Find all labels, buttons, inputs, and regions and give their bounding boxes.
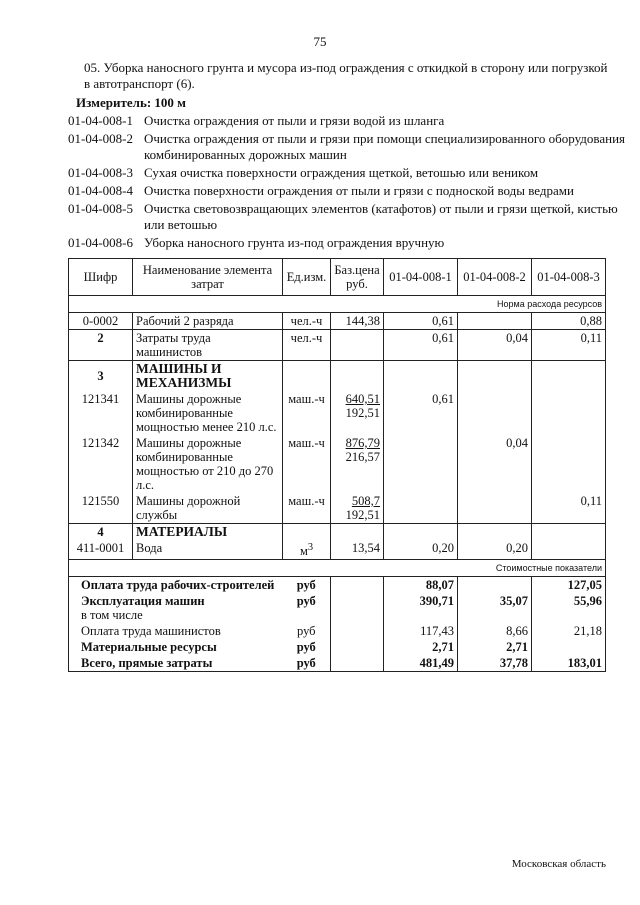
row-price: 13,54 (331, 540, 384, 560)
unit-sup: 3 (307, 542, 314, 553)
price-top: 508,7 (351, 494, 380, 508)
header-name: Наименование элемента затрат (133, 259, 283, 296)
table-row (69, 391, 606, 435)
header-code: Шифр (69, 259, 133, 296)
cost-name: Оплата труда машинистов (69, 623, 283, 639)
row-name: МАШИНЫ И МЕХАНИЗМЫ (133, 361, 283, 392)
cost-sub: в том числе (81, 608, 143, 623)
price-bottom: 216,57 (345, 450, 380, 464)
row-code: 121550 (69, 493, 133, 524)
cost-row (69, 655, 606, 672)
header-col2: 01-04-008-2 (458, 259, 532, 296)
resource-table (68, 258, 606, 672)
code-row (68, 113, 628, 129)
cost-title: Эксплуатация машин (81, 594, 205, 609)
code-description: Очистка поверхности ограждения от пыли и грязи с подноской воды ведрами (144, 183, 574, 198)
cost-name (69, 593, 283, 623)
cost-v3: 183,01 (532, 655, 606, 672)
price-top: 876,79 (345, 436, 380, 450)
cost-v1: 390,71 (384, 593, 458, 623)
cost-row (69, 577, 606, 594)
code-row (68, 183, 628, 199)
code-row (68, 165, 628, 181)
code-description: Очистка ограждения от пыли и грязи водой из шланга (144, 113, 445, 128)
row-v1: 0,61 (384, 330, 458, 361)
code: 01-04-008-1 (68, 113, 133, 128)
table-row (69, 540, 606, 560)
price-bottom: 192,51 (345, 406, 380, 420)
cost-v2: 2,71 (458, 639, 532, 655)
unit-text: м (299, 544, 308, 559)
row-code: 411-0001 (69, 540, 133, 560)
code-row (68, 235, 628, 251)
table-row (69, 361, 606, 392)
table-header-row (69, 259, 606, 296)
row-price (331, 391, 384, 435)
row-v2: 0,04 (458, 435, 532, 493)
row-unit: чел.-ч (283, 330, 331, 361)
cost-v1: 88,07 (384, 577, 458, 594)
cost-name: Оплата труда рабочих-строителей (69, 577, 283, 594)
table-row (69, 330, 606, 361)
cost-unit: руб (283, 639, 331, 655)
row-price (331, 435, 384, 493)
table-row (69, 313, 606, 330)
row-name: Рабочий 2 разряда (133, 313, 283, 330)
cost-v2 (458, 577, 532, 594)
row-code: 121341 (69, 391, 133, 435)
row-name: Машины дорожной службы (133, 493, 283, 524)
row-unit (283, 540, 331, 560)
row-code: 3 (69, 361, 133, 392)
table-row (69, 435, 606, 493)
row-unit: маш.-ч (283, 435, 331, 493)
row-unit: маш.-ч (283, 391, 331, 435)
code-description: Очистка световозвращающих элементов (катафотов) от пыли и грязи щеткой, кистью или ветошью (144, 201, 618, 232)
footer-region: Московская область (511, 858, 606, 870)
row-code: 121342 (69, 435, 133, 493)
code: 01-04-008-6 (68, 235, 133, 250)
row-v1: 0,61 (384, 391, 458, 435)
cost-name: Материальные ресурсы (69, 639, 283, 655)
code: 01-04-008-5 (68, 201, 133, 216)
row-name: Машины дорожные комбинированные мощностью менее 210 л.с. (133, 391, 283, 435)
header-col3: 01-04-008-3 (532, 259, 606, 296)
row-unit: чел.-ч (283, 313, 331, 330)
cost-unit: руб (283, 577, 331, 594)
cost-unit: руб (283, 623, 331, 639)
code-row (68, 131, 628, 163)
table-row (69, 524, 606, 541)
row-v1: 0,61 (384, 313, 458, 330)
header-col1: 01-04-008-1 (384, 259, 458, 296)
code: 01-04-008-3 (68, 165, 133, 180)
row-name: Машины дорожные комбинированные мощностью от 210 до 270 л.с. (133, 435, 283, 493)
row-name: МАТЕРИАЛЫ (133, 524, 283, 541)
table-row (69, 493, 606, 524)
cost-v2: 35,07 (458, 593, 532, 623)
page-number: 75 (313, 34, 327, 49)
section-title: 05. Уборка наносного грунта и мусора из-под ограждения с откидкой в сторону или погрузкой в автотранспорт (6). (84, 60, 608, 91)
cost-row (69, 639, 606, 655)
header-unit: Ед.изм. (283, 259, 331, 296)
price-bottom: 192,51 (345, 508, 380, 522)
norm-label: Норма расхода ресурсов (69, 296, 606, 313)
code: 01-04-008-4 (68, 183, 133, 198)
cost-v3: 55,96 (532, 593, 606, 623)
row-v1: 0,20 (384, 540, 458, 560)
header-price: Баз.цена руб. (331, 259, 384, 296)
row-v2: 0,04 (458, 330, 532, 361)
row-code: 0-0002 (69, 313, 133, 330)
code-description: Сухая очистка поверхности ограждения щеткой, ветошью или веником (144, 165, 539, 180)
cost-row (69, 593, 606, 623)
row-name: Затраты труда машинистов (133, 330, 283, 361)
cost-v2: 37,78 (458, 655, 532, 672)
row-code: 2 (69, 330, 133, 361)
cost-v1: 117,43 (384, 623, 458, 639)
code: 01-04-008-2 (68, 131, 133, 146)
cost-v3 (532, 639, 606, 655)
cost-unit: руб (283, 655, 331, 672)
code-row (68, 201, 628, 233)
row-price (331, 493, 384, 524)
code-list (68, 113, 628, 253)
meter-label: Измеритель: 100 м (76, 95, 187, 110)
cost-v3: 21,18 (532, 623, 606, 639)
row-v3: 0,88 (532, 313, 606, 330)
row-v3: 0,11 (532, 330, 606, 361)
row-v3: 0,11 (532, 493, 606, 524)
cost-unit: руб (283, 593, 331, 623)
cost-name: Всего, прямые затраты (69, 655, 283, 672)
row-v2 (458, 313, 532, 330)
price-top: 640,51 (345, 392, 380, 406)
cost-v2: 8,66 (458, 623, 532, 639)
row-v2: 0,20 (458, 540, 532, 560)
row-code: 4 (69, 524, 133, 541)
row-unit: маш.-ч (283, 493, 331, 524)
cost-label: Стоимостные показатели (69, 560, 606, 577)
cost-v3: 127,05 (532, 577, 606, 594)
cost-row (69, 623, 606, 639)
row-name: Вода (133, 540, 283, 560)
row-price: 144,38 (331, 313, 384, 330)
code-description: Уборка наносного грунта из-под ограждения вручную (144, 235, 445, 250)
cost-v1: 2,71 (384, 639, 458, 655)
code-description: Очистка ограждения от пыли и грязи при помощи специализированного оборудования комбинированных дорожных машин (144, 131, 626, 162)
cost-v1: 481,49 (384, 655, 458, 672)
